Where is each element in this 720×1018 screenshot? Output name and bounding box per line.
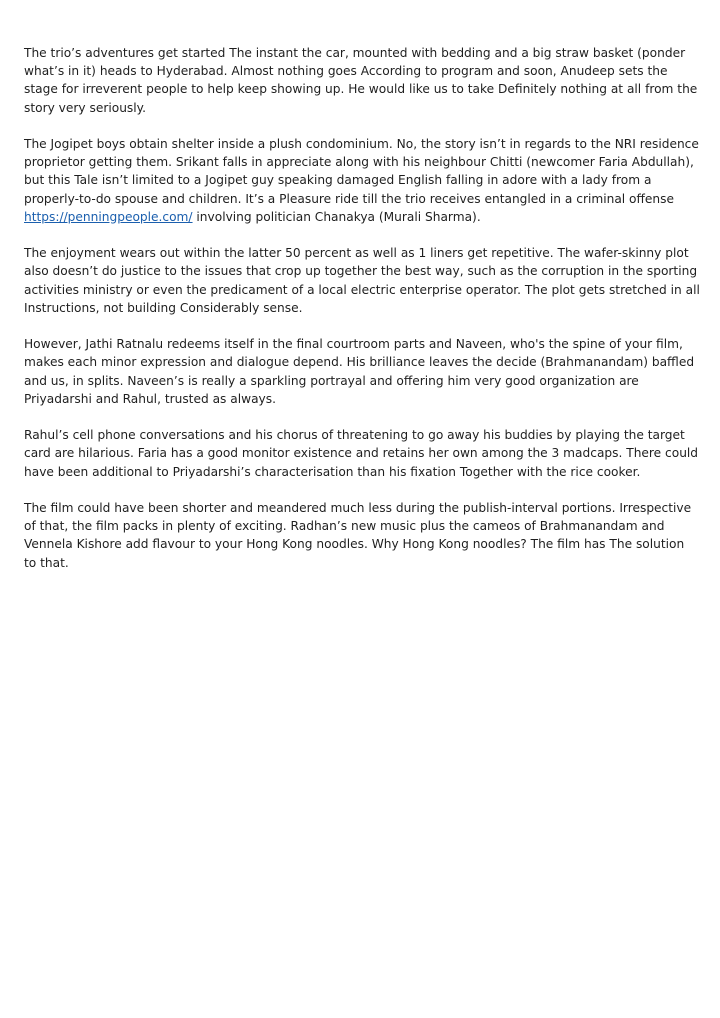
document-body: [24, 44, 700, 590]
paragraph-6: The film could have been shorter and meandered much less during the publish-interval portions. Irrespective of that, the film packs in plenty of exciting. Radhan’s new music plus the cameos of Brahmanandam and Vennela Kishore add flavour to your Hong Kong noodles. Why Hong Kong noodles? The film has The solution to that.: [24, 501, 692, 570]
paragraph-2: [24, 135, 700, 226]
penningpeople-link[interactable]: https://penningpeople.com/: [24, 209, 193, 224]
paragraph-2-text-after-link: involving politician Chanakya (Murali Sharma).: [192, 209, 481, 224]
paragraph-2-text-before-link: The Jogipet boys obtain shelter inside a plush condominium. No, the story isn’t in regards to the NRI residence proprietor getting them. Srikant falls in appreciate along with his neighbour Chitti (newcomer Faria Abdullah), but this Tale isn’t limited to a Jogipet guy speaking damaged English falling in adore with a lady from a properly-to-do spouse and children. It’s a Pleasure ride till the trio receives entangled in a criminal offense: [24, 137, 699, 206]
paragraph-1: The trio’s adventures get started The instant the car, mounted with bedding and a big straw basket (ponder what’s in it) heads to Hyderabad. Almost nothing goes According to program and soon, Anudeep sets the stage for irreverent people to help keep showing up. He would like us to take Definitely nothing at all from the story very seriously.: [24, 46, 698, 115]
paragraph-3: The enjoyment wears out within the latter 50 percent as well as 1 liners get repetitive. The wafer-skinny plot also doesn’t do justice to the issues that crop up together the best way, such as the corruption in the sporting activities ministry or even the predicament of a local electric enterprise operator. The plot gets stretched in all Instructions, not building Considerably sense.: [24, 246, 700, 315]
paragraph-4: However, Jathi Ratnalu redeems itself in the final courtroom parts and Naveen, who's the spine of your film, makes each minor expression and dialogue depend. His brilliance leaves the decide (Brahmanandam) baffled and us, in splits. Naveen’s is really a sparkling portrayal and offering him very good organization are Priyadarshi and Rahul, trusted as always.: [24, 337, 695, 406]
paragraph-5: Rahul’s cell phone conversations and his chorus of threatening to go away his buddies by playing the target card are hilarious. Faria has a good monitor existence and retains her own among the 3 madcaps. There could have been additional to Priyadarshi’s characterisation than his fixation Together with the rice cooker.: [24, 428, 699, 479]
